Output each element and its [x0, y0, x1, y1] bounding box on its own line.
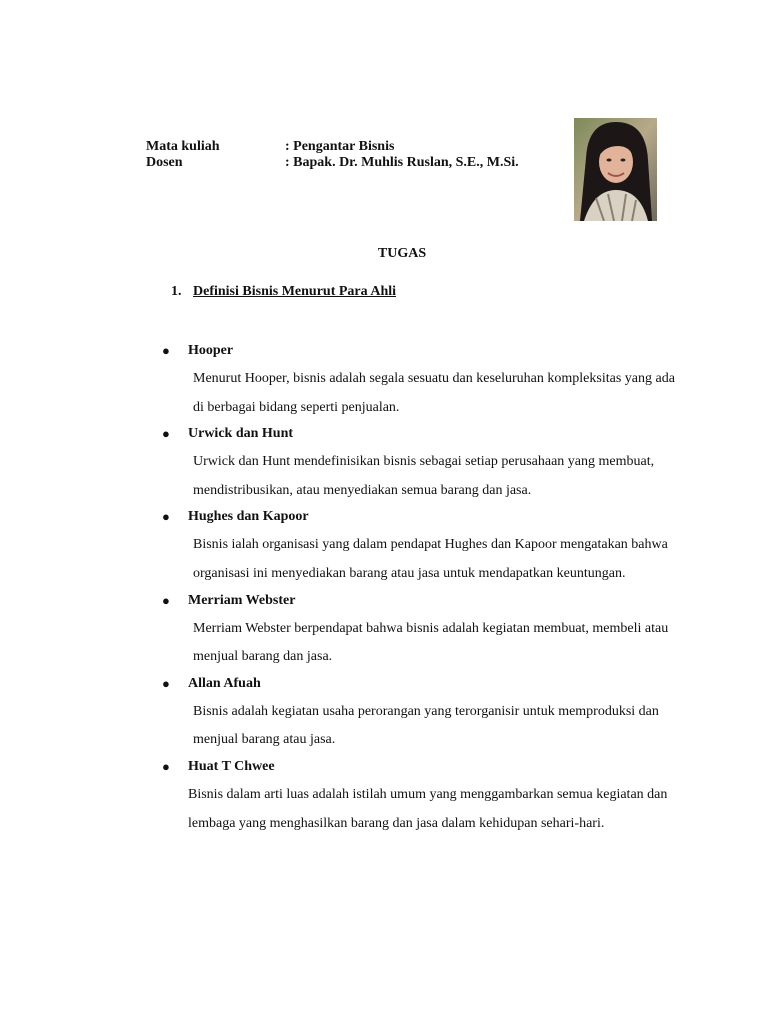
lecturer-value: : Bapak. Dr. Muhlis Ruslan, S.E., M.Si.: [285, 155, 519, 170]
entry-name: Allan Afuah: [188, 675, 261, 691]
course-value: : Pengantar Bisnis: [285, 139, 395, 154]
entry-name-row: [160, 341, 680, 361]
entry-name: Huat T Chwee: [188, 758, 275, 774]
bullet-icon: ●: [162, 509, 170, 525]
entry-description: Bisnis ialah organisasi yang dalam pendapat Hughes dan Kapoor mengatakan bahwa organisasi ini menyediakan barang atau jasa untuk mendapatkan keuntungan.: [193, 537, 668, 581]
bullet-icon: ●: [162, 426, 170, 442]
list-item: [160, 757, 680, 838]
course-label: Mata kuliah: [146, 139, 220, 154]
entry-name-row: [160, 507, 680, 527]
document-title: TUGAS: [377, 246, 427, 261]
entry-name-row: [160, 424, 680, 444]
entry-name: Urwick dan Hunt: [188, 426, 294, 442]
student-photo-image: [574, 118, 657, 221]
entry-name: Hughes dan Kapoor: [188, 509, 309, 525]
course-info: [146, 139, 519, 171]
entry-name-row: [160, 674, 680, 694]
entry-description: Menurut Hooper, bisnis adalah segala sesuatu dan keseluruhan kompleksitas yang ada di berbagai bidang seperti penjualan.: [193, 371, 675, 415]
entry-description: Bisnis dalam arti luas adalah istilah umum yang menggambarkan semua kegiatan dan lembaga yang menghasilkan barang dan jasa dalam kehidupan sehari-hari.: [188, 786, 668, 831]
list-item: [160, 674, 680, 755]
entry-description: Bisnis adalah kegiatan usaha perorangan yang terorganisir untuk memproduksi dan menjual barang atau jasa.: [193, 703, 659, 748]
list-item: [160, 341, 680, 422]
entry-description: Urwick dan Hunt mendefinisikan bisnis sebagai setiap perusahaan yang membuat, mendistribusikan, atau menyediakan semua barang dan jasa.: [193, 454, 655, 498]
definition-list: [160, 341, 680, 840]
student-photo: [574, 118, 657, 221]
list-item: [160, 424, 680, 505]
entry-name: Hooper: [188, 343, 234, 358]
section-number: 1.: [171, 284, 182, 299]
lecturer-label: Dosen: [146, 155, 183, 170]
entry-name-row: [160, 757, 680, 777]
bullet-icon: ●: [162, 592, 170, 608]
bullet-icon: ●: [162, 675, 170, 691]
entry-name: Merriam Webster: [188, 592, 296, 608]
section-heading: [171, 284, 396, 300]
entry-name-row: [160, 591, 680, 611]
list-item: [160, 507, 680, 588]
course-row: [146, 139, 519, 155]
bullet-icon: ●: [162, 343, 170, 358]
entry-description: Merriam Webster berpendapat bahwa bisnis adalah kegiatan membuat, membeli atau menjual barang dan jasa.: [193, 620, 669, 665]
list-item: [160, 591, 680, 672]
bullet-icon: ●: [162, 758, 170, 774]
section-heading-text: Definisi Bisnis Menurut Para Ahli: [193, 284, 397, 299]
lecturer-row: [146, 155, 519, 171]
